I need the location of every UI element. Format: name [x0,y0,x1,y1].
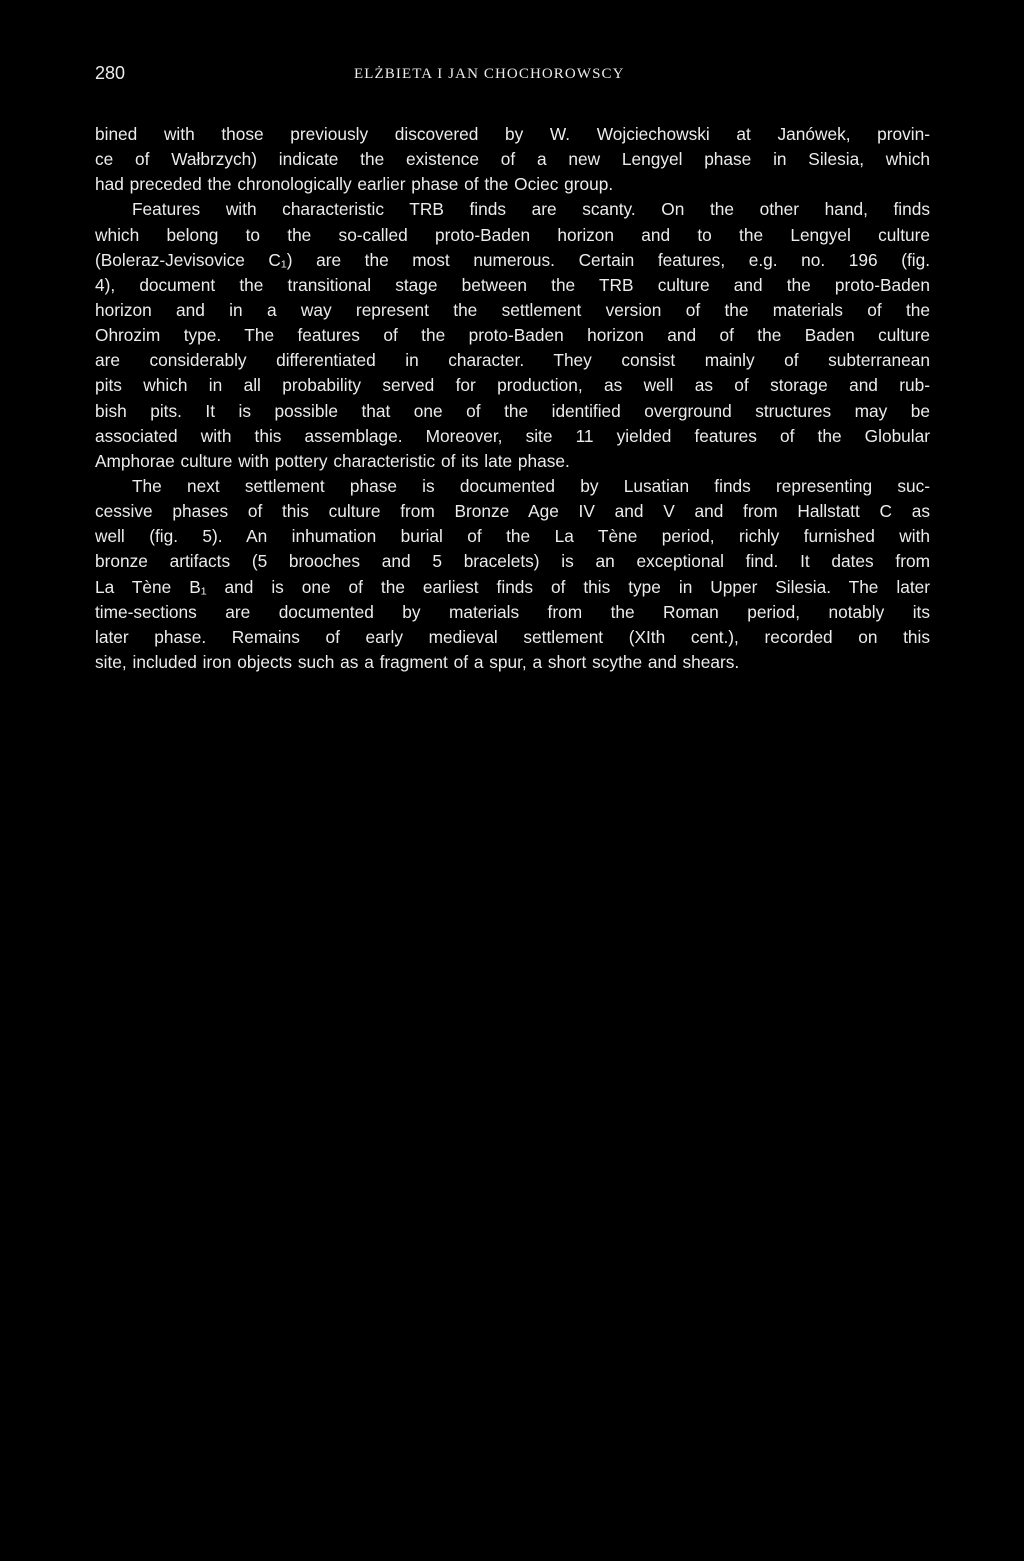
text-line: associated with this assemblage. Moreover, site 11 yielded features of the Globular [95,425,930,446]
text-line: well (fig. 5). An inhumation burial of the La Tène period, richly furnished with [95,526,930,547]
text-line: had preceded the chronologically earlier phase of the Ociec group. [95,174,614,195]
text-line: bronze artifacts (5 brooches and 5 bracelets) is an exceptional find. It dates from [95,551,930,572]
text-line: The next settlement phase is documented by Lusatian finds representing suc- [132,475,930,496]
paragraph-2 [95,197,930,474]
text-line: Amphorae culture with pottery characteristic of its late phase. [95,450,570,471]
text-line: which belong to the so-called proto-Baden horizon and to the Lengyel culture [95,224,930,245]
running-head: ELŻBIETA I JAN CHOCHOROWSCY [354,66,625,82]
text-line: horizon and in a way represent the settlement version of the materials of the [95,299,930,320]
text-line: 4), document the transitional stage between the TRB culture and the proto-Baden [95,274,930,295]
text-line: bined with those previously discovered by W. Wojciechowski at Janówek, provin- [95,124,930,144]
text-line: La Tène B₁ and is one of the earliest finds of this type in Upper Silesia. The later [95,576,930,597]
text-line: bish pits. It is possible that one of the identified overground structures may be [95,400,930,421]
text-line: (Boleraz-Jevisovice C₁) are the most numerous. Certain features, e.g. no. 196 (fig. [95,249,930,270]
text-line: time-sections are documented by materials from the Roman period, notably its [95,601,930,622]
text-line: later phase. Remains of early medieval settlement (XIth cent.), recorded on this [95,626,930,647]
text-line: are considerably differentiated in character. They consist mainly of subterranean [95,350,930,371]
text-line: pits which in all probability served for production, as well as of storage and rub- [95,375,930,396]
paragraph-1 [95,122,930,197]
text-line: Ohrozim type. The features of the proto-Baden horizon and of the Baden culture [95,325,930,346]
text-line: ce of Wałbrzych) indicate the existence of a new Lengyel phase in Silesia, which [95,149,930,170]
page-number: 280 [95,63,126,83]
text-line: Features with characteristic TRB finds are scanty. On the other hand, finds [132,199,930,220]
text-line: site, included iron objects such as a fragment of a spur, a short scythe and shears. [95,651,740,672]
text-line: cessive phases of this culture from Bronze Age IV and V and from Hallstatt C as [95,501,930,522]
paragraph-3 [95,474,930,675]
page-header [95,62,680,86]
body-text [95,122,930,675]
